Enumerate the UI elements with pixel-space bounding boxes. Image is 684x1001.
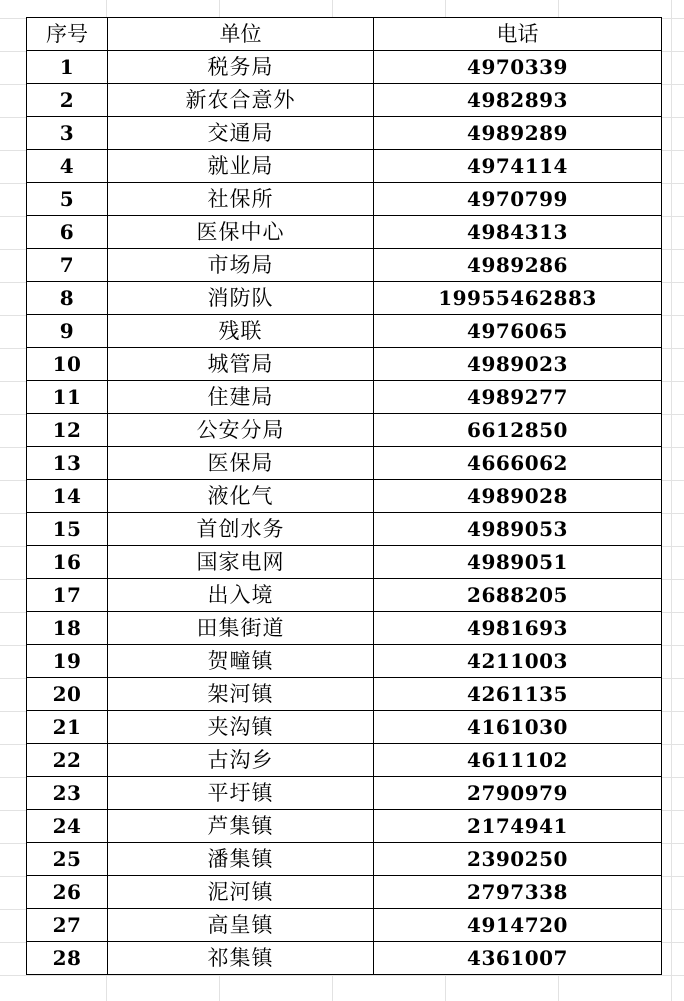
table-row <box>27 579 662 612</box>
cell-unit[interactable]: 住建局 <box>108 381 374 414</box>
cell-index[interactable]: 22 <box>27 744 108 777</box>
cell-phone[interactable]: 4989023 <box>374 348 662 381</box>
spreadsheet-sheet <box>26 17 661 973</box>
cell-unit[interactable]: 液化气 <box>108 480 374 513</box>
cell-phone[interactable]: 4989028 <box>374 480 662 513</box>
cell-phone[interactable]: 2174941 <box>374 810 662 843</box>
cell-index[interactable]: 23 <box>27 777 108 810</box>
cell-index[interactable]: 20 <box>27 678 108 711</box>
table-row <box>27 84 662 117</box>
table-row <box>27 117 662 150</box>
cell-unit[interactable]: 首创水务 <box>108 513 374 546</box>
cell-unit[interactable]: 新农合意外 <box>108 84 374 117</box>
cell-index[interactable]: 8 <box>27 282 108 315</box>
cell-unit[interactable]: 平圩镇 <box>108 777 374 810</box>
cell-phone[interactable]: 4914720 <box>374 909 662 942</box>
cell-index[interactable]: 9 <box>27 315 108 348</box>
table-row <box>27 909 662 942</box>
cell-unit[interactable]: 城管局 <box>108 348 374 381</box>
cell-phone[interactable]: 4981693 <box>374 612 662 645</box>
cell-index[interactable]: 25 <box>27 843 108 876</box>
table-row <box>27 150 662 183</box>
cell-unit[interactable]: 潘集镇 <box>108 843 374 876</box>
cell-phone[interactable]: 4982893 <box>374 84 662 117</box>
table-row <box>27 381 662 414</box>
cell-phone[interactable]: 4989289 <box>374 117 662 150</box>
cell-index[interactable]: 6 <box>27 216 108 249</box>
cell-index[interactable]: 13 <box>27 447 108 480</box>
table-row <box>27 546 662 579</box>
cell-phone[interactable]: 4989051 <box>374 546 662 579</box>
table-row <box>27 744 662 777</box>
table-row <box>27 711 662 744</box>
table-row <box>27 777 662 810</box>
cell-index[interactable]: 21 <box>27 711 108 744</box>
cell-phone[interactable]: 2790979 <box>374 777 662 810</box>
cell-phone[interactable]: 4161030 <box>374 711 662 744</box>
cell-index[interactable]: 1 <box>27 51 108 84</box>
cell-phone[interactable]: 4611102 <box>374 744 662 777</box>
cell-unit[interactable]: 祁集镇 <box>108 942 374 975</box>
cell-index[interactable]: 17 <box>27 579 108 612</box>
cell-phone[interactable]: 2688205 <box>374 579 662 612</box>
cell-unit[interactable]: 社保所 <box>108 183 374 216</box>
cell-index[interactable]: 15 <box>27 513 108 546</box>
cell-unit[interactable]: 医保局 <box>108 447 374 480</box>
phone-directory-table <box>26 17 662 975</box>
cell-index[interactable]: 11 <box>27 381 108 414</box>
cell-index[interactable]: 16 <box>27 546 108 579</box>
cell-unit[interactable]: 架河镇 <box>108 678 374 711</box>
cell-unit[interactable]: 消防队 <box>108 282 374 315</box>
cell-index[interactable]: 3 <box>27 117 108 150</box>
cell-unit[interactable]: 贺疃镇 <box>108 645 374 678</box>
cell-index[interactable]: 10 <box>27 348 108 381</box>
cell-unit[interactable]: 出入境 <box>108 579 374 612</box>
table-row <box>27 249 662 282</box>
table-row <box>27 843 662 876</box>
cell-phone[interactable]: 4261135 <box>374 678 662 711</box>
cell-unit[interactable]: 医保中心 <box>108 216 374 249</box>
cell-unit[interactable]: 田集街道 <box>108 612 374 645</box>
header-index[interactable]: 序号 <box>27 18 108 51</box>
cell-phone[interactable]: 4211003 <box>374 645 662 678</box>
table-row <box>27 183 662 216</box>
cell-phone[interactable]: 4361007 <box>374 942 662 975</box>
cell-unit[interactable]: 市场局 <box>108 249 374 282</box>
table-row <box>27 678 662 711</box>
table-row <box>27 282 662 315</box>
cell-phone[interactable]: 4974114 <box>374 150 662 183</box>
header-unit[interactable]: 单位 <box>108 18 374 51</box>
table-row <box>27 612 662 645</box>
cell-index[interactable]: 12 <box>27 414 108 447</box>
cell-index[interactable]: 7 <box>27 249 108 282</box>
cell-index[interactable]: 4 <box>27 150 108 183</box>
table-body <box>27 51 662 975</box>
cell-unit[interactable]: 芦集镇 <box>108 810 374 843</box>
cell-unit[interactable]: 税务局 <box>108 51 374 84</box>
cell-unit[interactable]: 就业局 <box>108 150 374 183</box>
cell-phone[interactable]: 2390250 <box>374 843 662 876</box>
cell-unit[interactable]: 交通局 <box>108 117 374 150</box>
cell-phone[interactable]: 19955462883 <box>374 282 662 315</box>
table-row <box>27 942 662 975</box>
cell-unit[interactable]: 夹沟镇 <box>108 711 374 744</box>
cell-unit[interactable]: 公安分局 <box>108 414 374 447</box>
table-row <box>27 645 662 678</box>
cell-phone[interactable]: 4989286 <box>374 249 662 282</box>
cell-phone[interactable]: 4970339 <box>374 51 662 84</box>
cell-index[interactable]: 19 <box>27 645 108 678</box>
cell-unit[interactable]: 残联 <box>108 315 374 348</box>
cell-phone[interactable]: 4989277 <box>374 381 662 414</box>
cell-index[interactable]: 14 <box>27 480 108 513</box>
header-row <box>27 18 662 51</box>
cell-phone[interactable]: 4666062 <box>374 447 662 480</box>
cell-index[interactable]: 5 <box>27 183 108 216</box>
table-row <box>27 447 662 480</box>
cell-index[interactable]: 18 <box>27 612 108 645</box>
table-row <box>27 414 662 447</box>
cell-unit[interactable]: 高皇镇 <box>108 909 374 942</box>
header-phone[interactable]: 电话 <box>374 18 662 51</box>
table-row <box>27 315 662 348</box>
cell-phone[interactable]: 6612850 <box>374 414 662 447</box>
cell-phone[interactable]: 4989053 <box>374 513 662 546</box>
table-row <box>27 348 662 381</box>
cell-phone[interactable]: 2797338 <box>374 876 662 909</box>
cell-phone[interactable]: 4984313 <box>374 216 662 249</box>
table-row <box>27 876 662 909</box>
cell-index[interactable]: 2 <box>27 84 108 117</box>
cell-phone[interactable]: 4970799 <box>374 183 662 216</box>
table-row <box>27 480 662 513</box>
cell-phone[interactable]: 4976065 <box>374 315 662 348</box>
cell-unit[interactable]: 古沟乡 <box>108 744 374 777</box>
cell-unit[interactable]: 国家电网 <box>108 546 374 579</box>
table-row <box>27 216 662 249</box>
table-row <box>27 810 662 843</box>
cell-index[interactable]: 24 <box>27 810 108 843</box>
table-row <box>27 51 662 84</box>
cell-index[interactable]: 27 <box>27 909 108 942</box>
cell-index[interactable]: 28 <box>27 942 108 975</box>
cell-unit[interactable]: 泥河镇 <box>108 876 374 909</box>
table-row <box>27 513 662 546</box>
cell-index[interactable]: 26 <box>27 876 108 909</box>
